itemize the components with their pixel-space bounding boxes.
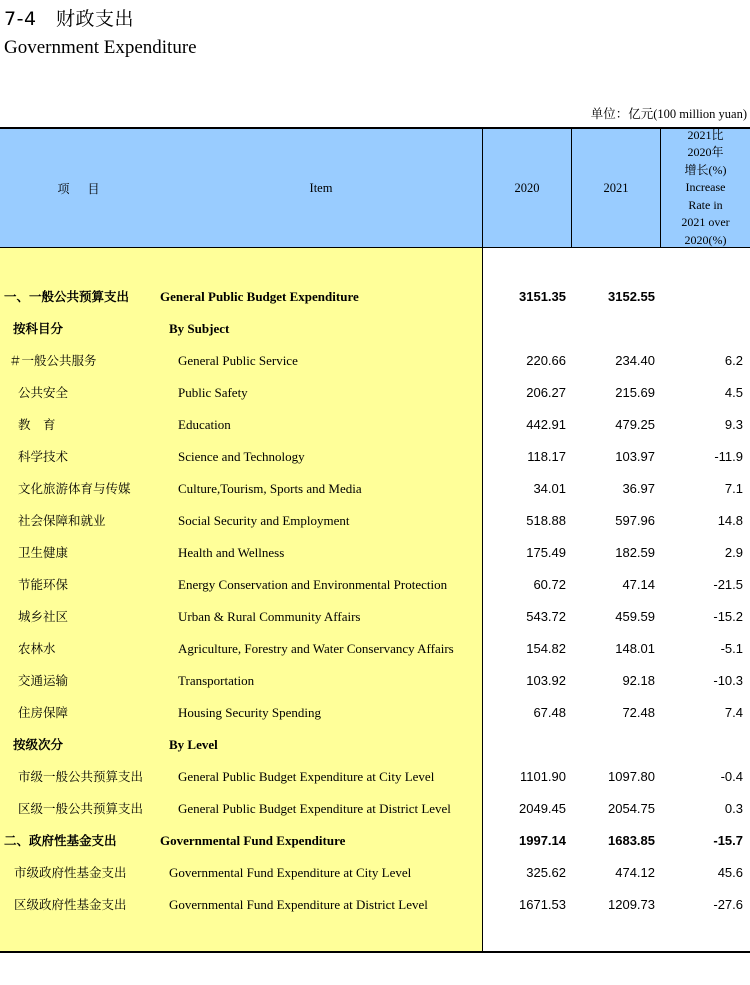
value-2020: 34.01: [533, 481, 566, 496]
value-2021: 2054.75: [608, 801, 655, 816]
increase-rate: -15.2: [713, 609, 743, 624]
value-2021: 36.97: [622, 481, 655, 496]
value-2021: 234.40: [615, 353, 655, 368]
value-2020: 442.91: [526, 417, 566, 432]
table-row: [0, 505, 750, 537]
table-row: [0, 441, 750, 473]
value-2020: 175.49: [526, 545, 566, 560]
increase-rate: 9.3: [724, 417, 743, 432]
value-2020: 103.92: [526, 673, 566, 688]
item-name-en: General Public Budget Expenditure at District Level: [178, 801, 451, 816]
table-row: [0, 793, 750, 825]
increase-rate: 2.9: [724, 545, 743, 560]
item-name-cn: 节能环保: [18, 577, 69, 592]
item-name-cn: 区级政府性基金支出: [14, 897, 127, 912]
table-header: [0, 127, 750, 248]
item-name-en: Housing Security Spending: [178, 705, 321, 720]
header-item-cn: 项 目: [57, 181, 103, 196]
increase-rate: -11.9: [714, 449, 743, 464]
item-name-cn: 农林水: [18, 641, 56, 656]
value-2021: 72.48: [622, 705, 655, 720]
table-row: [0, 313, 750, 345]
value-2020: 1671.53: [519, 897, 566, 912]
item-name-cn: ＃一般公共服务: [9, 353, 97, 368]
table-row: [0, 537, 750, 569]
header-rate-line: Increase: [685, 180, 726, 195]
item-name-en: By Subject: [169, 321, 230, 336]
value-2020: 2049.45: [519, 801, 566, 816]
value-2021: 597.96: [615, 513, 655, 528]
table-row: [0, 569, 750, 601]
value-2020: 60.72: [533, 577, 566, 592]
increase-rate: 45.6: [717, 865, 743, 880]
item-name-en: By Level: [169, 737, 218, 752]
item-name-en: Culture,Tourism, Sports and Media: [178, 481, 362, 496]
header-rate-line: 2021比: [687, 128, 724, 143]
increase-rate: -0.4: [720, 769, 743, 784]
item-name-cn: 按级次分: [13, 737, 64, 752]
table-row: [0, 697, 750, 729]
value-2020: 118.17: [527, 449, 566, 464]
item-name-cn: 市级政府性基金支出: [14, 865, 127, 880]
increase-rate: -27.6: [713, 897, 743, 912]
value-2020: 518.88: [526, 513, 566, 528]
item-name-cn: 城乡社区: [18, 609, 69, 624]
item-name-cn: 教 育: [18, 417, 56, 432]
value-2020: 220.66: [526, 353, 566, 368]
value-2020: 1101.90: [519, 769, 566, 784]
header-item-en: Item: [309, 180, 333, 195]
header-rate-line: Rate in: [688, 197, 723, 212]
item-name-en: General Public Budget Expenditure at City Level: [178, 769, 435, 784]
item-name-cn: 一、一般公共预算支出: [4, 289, 130, 304]
header-2020: 2020: [482, 129, 571, 247]
value-2021: 1209.73: [608, 897, 655, 912]
increase-rate: -10.3: [713, 673, 743, 688]
value-2020: 154.82: [526, 641, 566, 656]
item-name-cn: 公共安全: [18, 385, 69, 400]
item-name-cn: 区级一般公共预算支出: [18, 801, 144, 816]
value-2021: 459.59: [615, 609, 655, 624]
table-row: [0, 345, 750, 377]
table-row: [0, 281, 750, 313]
header-increase-rate: [660, 129, 750, 247]
item-name-cn: 科学技术: [18, 449, 69, 464]
item-name-en: Energy Conservation and Environmental Protection: [178, 577, 448, 592]
item-name-en: Urban & Rural Community Affairs: [178, 609, 361, 624]
value-2021: 215.69: [615, 385, 655, 400]
table-row: [0, 473, 750, 505]
item-name-en: Science and Technology: [178, 449, 305, 464]
item-name-en: Agriculture, Forestry and Water Conservancy Affairs: [178, 641, 454, 656]
item-name-cn: 社会保障和就业: [18, 513, 106, 528]
table-row: [0, 377, 750, 409]
value-2020: 3151.35: [519, 289, 566, 304]
item-name-en: Governmental Fund Expenditure at City Level: [169, 865, 412, 880]
item-name-en: General Public Service: [178, 353, 298, 368]
value-2020: 1997.14: [519, 833, 566, 848]
table-row: [0, 665, 750, 697]
value-2021: 1097.80: [608, 769, 655, 784]
value-2020: 67.48: [533, 705, 566, 720]
increase-rate: -5.1: [720, 641, 743, 656]
value-2021: 182.59: [615, 545, 655, 560]
increase-rate: -21.5: [713, 577, 743, 592]
increase-rate: 7.4: [724, 705, 743, 720]
increase-rate: 14.8: [717, 513, 743, 528]
item-name-en: Governmental Fund Expenditure at District Level: [169, 897, 428, 912]
item-name-cn: 交通运输: [18, 673, 69, 688]
value-2021: 47.14: [622, 577, 655, 592]
page-title-cn: 7-4 财政支出: [4, 8, 135, 30]
item-name-en: Social Security and Employment: [178, 513, 350, 528]
item-name-en: Governmental Fund Expenditure: [160, 833, 346, 848]
increase-rate: 6.2: [724, 353, 743, 368]
item-name-en: Health and Wellness: [178, 545, 285, 560]
value-2021: 103.97: [615, 449, 655, 464]
table-row: [0, 761, 750, 793]
value-2021: 148.01: [615, 641, 655, 656]
item-name-cn: 文化旅游体育与传媒: [18, 481, 131, 496]
table-row: [0, 825, 750, 857]
value-2021: 1683.85: [608, 833, 655, 848]
table-row: [0, 601, 750, 633]
item-name-cn: 卫生健康: [18, 545, 69, 560]
table-row: [0, 857, 750, 889]
item-name-en: General Public Budget Expenditure: [160, 289, 359, 304]
table-bottom-border: [0, 951, 750, 953]
increase-rate: 0.3: [724, 801, 743, 816]
header-2021: 2021: [571, 129, 660, 247]
item-name-cn: 市级一般公共预算支出: [18, 769, 144, 784]
item-name-cn: 按科目分: [13, 321, 64, 336]
item-name-cn: 住房保障: [18, 705, 69, 720]
increase-rate: 7.1: [724, 481, 743, 496]
table-row: [0, 729, 750, 761]
item-name-cn: 二、政府性基金支出: [4, 833, 117, 848]
table-row: [0, 889, 750, 921]
increase-rate: -15.7: [713, 833, 743, 848]
value-2020: 206.27: [526, 385, 566, 400]
page-title-en: Government Expenditure: [4, 37, 197, 58]
increase-rate: 4.5: [724, 385, 743, 400]
item-name-en: Transportation: [178, 673, 255, 688]
item-name-en: Public Safety: [178, 385, 248, 400]
header-rate-line: 增长(%): [684, 162, 727, 177]
value-2021: 479.25: [615, 417, 655, 432]
value-2021: 92.18: [622, 673, 655, 688]
header-rate-line: 2021 over: [681, 215, 730, 230]
table-row: [0, 409, 750, 441]
unit-label: 单位：亿元(100 million yuan): [590, 107, 747, 121]
header-rate-line: 2020(%): [684, 232, 727, 247]
value-2021: 3152.55: [608, 289, 655, 304]
header-rate-line: 2020年: [687, 145, 724, 160]
table-row: [0, 633, 750, 665]
item-name-en: Education: [178, 417, 231, 432]
value-2020: 543.72: [526, 609, 566, 624]
value-2020: 325.62: [526, 865, 566, 880]
value-2021: 474.12: [615, 865, 655, 880]
